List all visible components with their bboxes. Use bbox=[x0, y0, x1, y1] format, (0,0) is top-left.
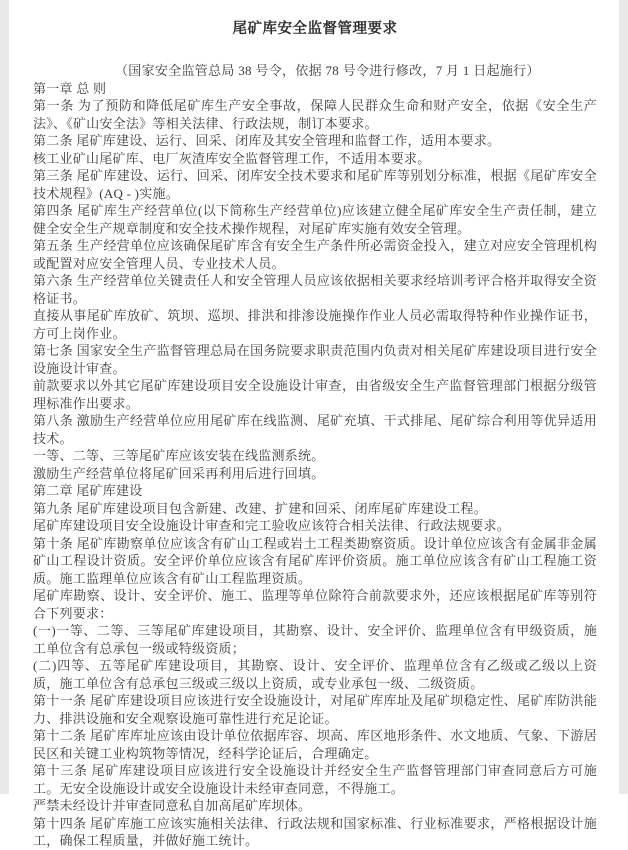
document-page bbox=[9, 0, 619, 848]
paragraph: 第八条 激励生产经营单位应用尾矿库在线监测、尾矿充填、干式排尾、尾矿综合利用等优异适用技术。 bbox=[33, 413, 597, 446]
paragraph: 前款要求以外其它尾矿库建设项目安全设施设计审查，由省级安全生产监督管理部门根据分级管理标准作出要求。 bbox=[33, 378, 597, 411]
paragraph: 第二章 尾矿库建设 bbox=[33, 483, 143, 498]
paragraph: (一)一等、二等、三等尾矿库建设项目，其勘察、设计、安全评价、监理单位含有甲级资质，施工单位含有总承包一级或特级资质； bbox=[33, 623, 597, 656]
paragraph: 第十二条 尾矿库库址应该由设计单位依据库容、坝高、库区地形条件、水文地质、气象、下游居民区和关键工业构筑物等情况，经科学论证后，合理确定。 bbox=[33, 728, 597, 761]
paragraph: 第十四条 尾矿库施工应该实施相关法律、行政法规和国家标准、行业标准要求，严格根据设计施工，确保工程质量，并做好施工统计。 bbox=[33, 815, 597, 848]
paragraph: 第一条 为了预防和降低尾矿库生产安全事故，保障人民群众生命和财产安全，依据《安全生产法》、《矿山安全法》等相关法律、行政法规，制订本要求。 bbox=[33, 98, 597, 131]
paragraph: 第一章 总 则 bbox=[33, 80, 107, 96]
paragraph: 第九条 尾矿库建设项目包含新建、改建、扩建和回采、闭库尾矿库建设工程。 bbox=[33, 500, 488, 516]
document-subtitle: （国家安全监管总局 38 号令，依据 78 号令进行修改，7 月 1 日起施行） bbox=[115, 63, 540, 78]
paragraph: 第五条 生产经营单位应该确保尾矿库含有安全生产条件所必需资金投入，建立对应安全管理机构或配置对应安全管理人员、专业技术人员。 bbox=[33, 238, 597, 271]
paragraph: 第二条 尾矿库建设、运行、回采、闭库及其安全管理和监督工作，适用本要求。 bbox=[33, 133, 501, 148]
paragraph: 第十条 尾矿库勘察单位应该含有矿山工程或岩土工程类勘察资质。设计单位应该含有金属非金属矿山工程设计资质。安全评价单位应该含有尾矿库评价资质。施工单位应该含有矿山工程施工资质。施工监理单位应该含有矿山工程监理资质。 bbox=[33, 535, 597, 586]
paragraph: (二)四等、五等尾矿库建设项目，其勘察、设计、安全评价、监理单位含有乙级或乙级以上资质，施工单位含有总承包三级或三级以上资质，或专业承包一级、二级资质。 bbox=[33, 658, 597, 691]
paragraph: 严禁未经设计并审查同意私自加高尾矿库坝体。 bbox=[33, 798, 312, 813]
paragraph: 尾矿库勘察、设计、安全评价、施工、监理等单位除符合前款要求外，还应该根据尾矿库等别符合下列要求： bbox=[33, 588, 597, 621]
scan-edge-left bbox=[0, 0, 9, 794]
paragraph: 第十三条 尾矿库建设项目应该进行安全设施设计并经安全生产监督管理部门审查同意后方可施工。无安全设施设计或安全设施设计未经审查同意，不得施工。 bbox=[33, 763, 597, 796]
paragraph: 核工业矿山尾矿库、电厂灰渣库安全监督管理工作，不适用本要求。 bbox=[33, 150, 431, 166]
document-body bbox=[33, 80, 597, 850]
page-title: 尾矿库安全监督管理要求 bbox=[232, 21, 398, 37]
paragraph: 第十一条 尾矿库建设项目应该进行安全设施设计，对尾矿库库址及尾矿坝稳定性、尾矿库防洪能力、排洪设施和安全观察设施可靠性进行充足论证。 bbox=[33, 693, 597, 726]
paragraph: 第三条 尾矿库建设、运行、回采、闭库安全技术要求和尾矿库等别划分标准，根据《尾矿库安全技术规程》(AQ - )实施。 bbox=[33, 168, 597, 201]
paragraph: 第六条 生产经营单位关键责任人和安全管理人员应该依据相关要求经培训考评合格并取得安全资格证书。 bbox=[33, 273, 597, 306]
paragraph: 第四条 尾矿库生产经营单位(以下简称生产经营单位)应该建立健全尾矿库安全生产责任制，建立健全安全生产规章制度和安全技术操作规程，对尾矿库实施有效安全管理。 bbox=[33, 203, 597, 236]
paragraph: 直接从事尾矿库放矿、筑坝、巡坝、排洪和排渗设施操作作业人员必需取得特种作业操作证书，方可上岗作业。 bbox=[33, 308, 597, 341]
paragraph: 第七条 国家安全生产监督管理总局在国务院要求职责范围内负责对相关尾矿库建设项目进行安全设施设计审查。 bbox=[33, 343, 597, 376]
paragraph: 一等、二等、三等尾矿库应该安装在线监测系统。 bbox=[33, 448, 325, 463]
paragraph: 激励生产经营单位将尾矿回采再利用后进行回填。 bbox=[33, 465, 325, 481]
scan-edge-right bbox=[619, 0, 628, 794]
paragraph: 尾矿库建设项目安全设施设计审查和完工验收应该符合相关法律、行政法规要求。 bbox=[33, 518, 511, 533]
